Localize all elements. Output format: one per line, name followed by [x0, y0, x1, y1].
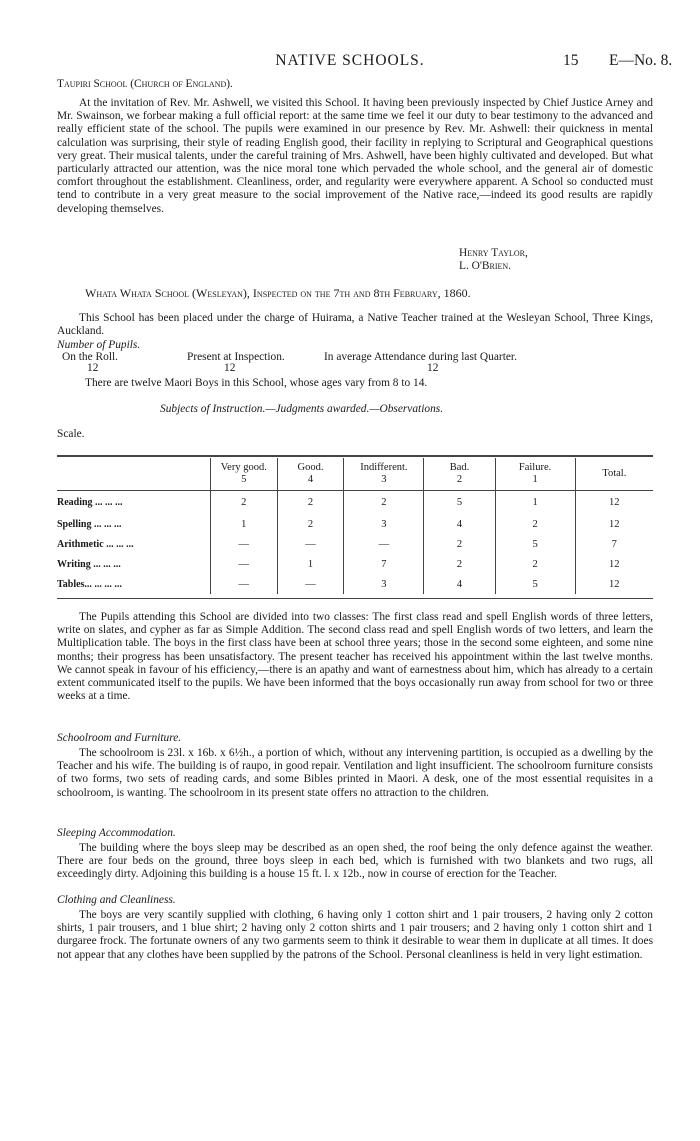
- page-title: NATIVE SCHOOLS.: [275, 52, 425, 69]
- table-cell: 2: [424, 534, 495, 554]
- sleeping-block: [57, 842, 653, 882]
- table-cell: 1: [210, 514, 277, 534]
- scale-heading: Scale.: [57, 428, 85, 440]
- table-cell: 5: [495, 534, 575, 554]
- table-row: [57, 490, 653, 514]
- table-cell: 1: [277, 554, 344, 574]
- table-cell: —: [210, 554, 277, 574]
- table-cell: 5: [495, 574, 575, 594]
- document-reference: E—No. 8.: [609, 52, 673, 69]
- table-cell: 7: [575, 534, 653, 554]
- table-header-row: [57, 458, 653, 490]
- schoolroom-paragraph: The schoolroom is 23l. x 16b. x 6½h., a portion of which, without any intervening partition, is occupied as a dwelling by the Teacher and his wife. The building is of raupo, in good repair. Ventilation and light insufficient. The schoolroom furniture consists of two forms, two sets of reading cards, and some Bibles printed in Maori. A desk, one of the most essential requisites in a schoolroom, is wanting. The schoolroom in its present state offers no attraction to the children.: [57, 747, 653, 799]
- table-cell: 12: [575, 574, 653, 594]
- table-cell: 2: [424, 554, 495, 574]
- subject-column-header: [57, 458, 210, 490]
- table-row: [57, 554, 653, 574]
- column-header: Good. 4: [277, 458, 344, 490]
- column-header: Very good. 5: [210, 458, 277, 490]
- present-label: Present at Inspection.: [187, 351, 285, 363]
- sleeping-paragraph: The building where the boys sleep may be described as an open shed, the roof being the only defence against the weather. There are four beds on the ground, three boys sleep in each bed, which is furnished with two blankets and two rugs, all exceedingly dirty. Adjoining this building is a house 15 ft. l. x 12b., now in course of erection for the Teacher.: [57, 842, 653, 881]
- table-cell: 2: [210, 490, 277, 514]
- subjects-heading: Subjects of Instruction.—Judgments awarded.—Observations.: [160, 403, 444, 415]
- signature-obrien: L. O'Brien.: [459, 260, 512, 272]
- table-cell: —: [277, 574, 344, 594]
- column-header: Failure. 1: [495, 458, 575, 490]
- observations-paragraph: The Pupils attending this School are divided into two classes: The first class read and spell English words of three letters, write on slates, and cypher as far as Simple Addition. The second class read and spell English words of two letters, and learn the Multiplication table. The boys in the first class have been at school three years; those in the second some eighteen, and some nine months; their progress has been unsatisfactory. The present teacher has received his appointment within the last twelve months. We cannot speak in favour of his efficiency,—there is an apathy and want of earnestness about him, which has already to a certain extent communicated itself to the pupils. We have been informed that the boys occasionally run away from school for two or three weeks at a time.: [57, 611, 653, 703]
- signature-taylor: Henry Taylor,: [459, 247, 528, 259]
- table-row: [57, 534, 653, 554]
- table-row: [57, 574, 653, 594]
- table-cell: 2: [277, 514, 344, 534]
- taupiri-report: [57, 97, 653, 216]
- table-cell: —: [210, 534, 277, 554]
- clothing-heading: Clothing and Cleanliness.: [57, 894, 176, 906]
- table-row: [57, 514, 653, 534]
- attendance-label: In average Attendance during last Quarter.: [324, 351, 517, 363]
- column-header: Bad. 2: [424, 458, 495, 490]
- table-cell: 7: [344, 554, 424, 574]
- whata-intro: This School has been placed under the charge of Huirama, a Native Teacher trained at the Wesleyan School, Three Kings, Auckland.: [57, 312, 653, 338]
- page-number: 15: [563, 52, 579, 69]
- table-cell: 2: [495, 514, 575, 534]
- subject-cell: Tables... ... ... ...: [57, 578, 122, 590]
- attendance-value: 12: [427, 362, 439, 374]
- subject-cell: Spelling ... ... ...: [57, 518, 122, 530]
- on-roll-label: On the Roll.: [62, 351, 119, 363]
- table-cell: 2: [344, 490, 424, 514]
- taupiri-paragraph: At the invitation of Rev. Mr. Ashwell, we visited this School. It having been previously inspected by Chief Justice Arney and Mr. Swainson, we forbear making a full official report: at the same time we feel it our duty to bear testimony to the advanced and really efficient state of the school. The pupils were examined in our presence by Rev. Mr. Ashwell: their quickness in mental calculation was surprising, their style of reading English good, their facility in replying to Scriptural and Geographical questions very great. Their musical talents, under the careful training of Mrs. Ashwell, have been highly cultivated and developed. But what particularly attracted our attention, was the nice moral tone which pervaded the whole school, and the general air of domestic comfort throughout the establishment. Cleanliness, order, and regularity were everywhere apparent. A School so conducted must tend to contribute in a very great measure to the social improvement of the Native race,—indeed its good results are rapidly developing themselves.: [57, 97, 653, 215]
- table-cell: 3: [344, 514, 424, 534]
- subject-cell: Reading ... ... ...: [57, 496, 123, 508]
- table-bottom-rule: [57, 598, 653, 599]
- present-value: 12: [224, 362, 236, 374]
- table-cell: 2: [277, 490, 344, 514]
- table-cell: 12: [575, 490, 653, 514]
- subject-cell: Arithmetic ... ... ...: [57, 538, 134, 550]
- schoolroom-heading: Schoolroom and Furniture.: [57, 732, 182, 744]
- table-cell: 12: [575, 514, 653, 534]
- table-top-rule: [57, 455, 653, 457]
- schoolroom-block: [57, 747, 653, 800]
- on-roll-value: 12: [87, 362, 99, 374]
- column-header: Total.: [575, 458, 653, 490]
- table-cell: —: [210, 574, 277, 594]
- column-header: Indifferent. 3: [344, 458, 424, 490]
- clothing-paragraph: The boys are very scantily supplied with clothing, 6 having only 1 cotton shirt and 1 pair trousers, 2 having only 2 cotton shirts, 1 pair trousers, and 1 blue shirt; 2 having only 2 cotton shirts and 1 pair trousers; and 2 having only 1 cotton shirt and 1 durgaree frock. The fortunate owners of any two garments seem to think it desirable to wear them in duplicate at all times. It does not appear that any clothes have been supplied by the patrons of the School. Personal cleanliness is held in very light estimation.: [57, 909, 653, 961]
- number-of-pupils-heading: Number of Pupils.: [57, 339, 141, 351]
- table-cell: 2: [495, 554, 575, 574]
- observations-block: [57, 611, 653, 703]
- table-cell: —: [277, 534, 344, 554]
- sleeping-heading: Sleeping Accommodation.: [57, 827, 176, 839]
- table-cell: 3: [344, 574, 424, 594]
- table-cell: 12: [575, 554, 653, 574]
- table-cell: 4: [424, 514, 495, 534]
- boys-note: There are twelve Maori Boys in this School, whose ages vary from 8 to 14.: [85, 377, 428, 389]
- table-cell: 4: [424, 574, 495, 594]
- clothing-block: [57, 909, 653, 962]
- subject-cell: Writing ... ... ...: [57, 558, 121, 570]
- whata-heading: [85, 287, 655, 300]
- table-cell: 1: [495, 490, 575, 514]
- whata-intro-block: [57, 312, 653, 338]
- judgments-table: [57, 458, 653, 594]
- whata-heading-text: Whata Whata School (Wesleyan), Inspected on the 7th and 8th February, 1860.: [85, 286, 471, 300]
- table-cell: 5: [424, 490, 495, 514]
- taupiri-heading: Taupiri School (Church of England).: [57, 78, 233, 90]
- table-cell: —: [344, 534, 424, 554]
- running-head: [0, 52, 700, 72]
